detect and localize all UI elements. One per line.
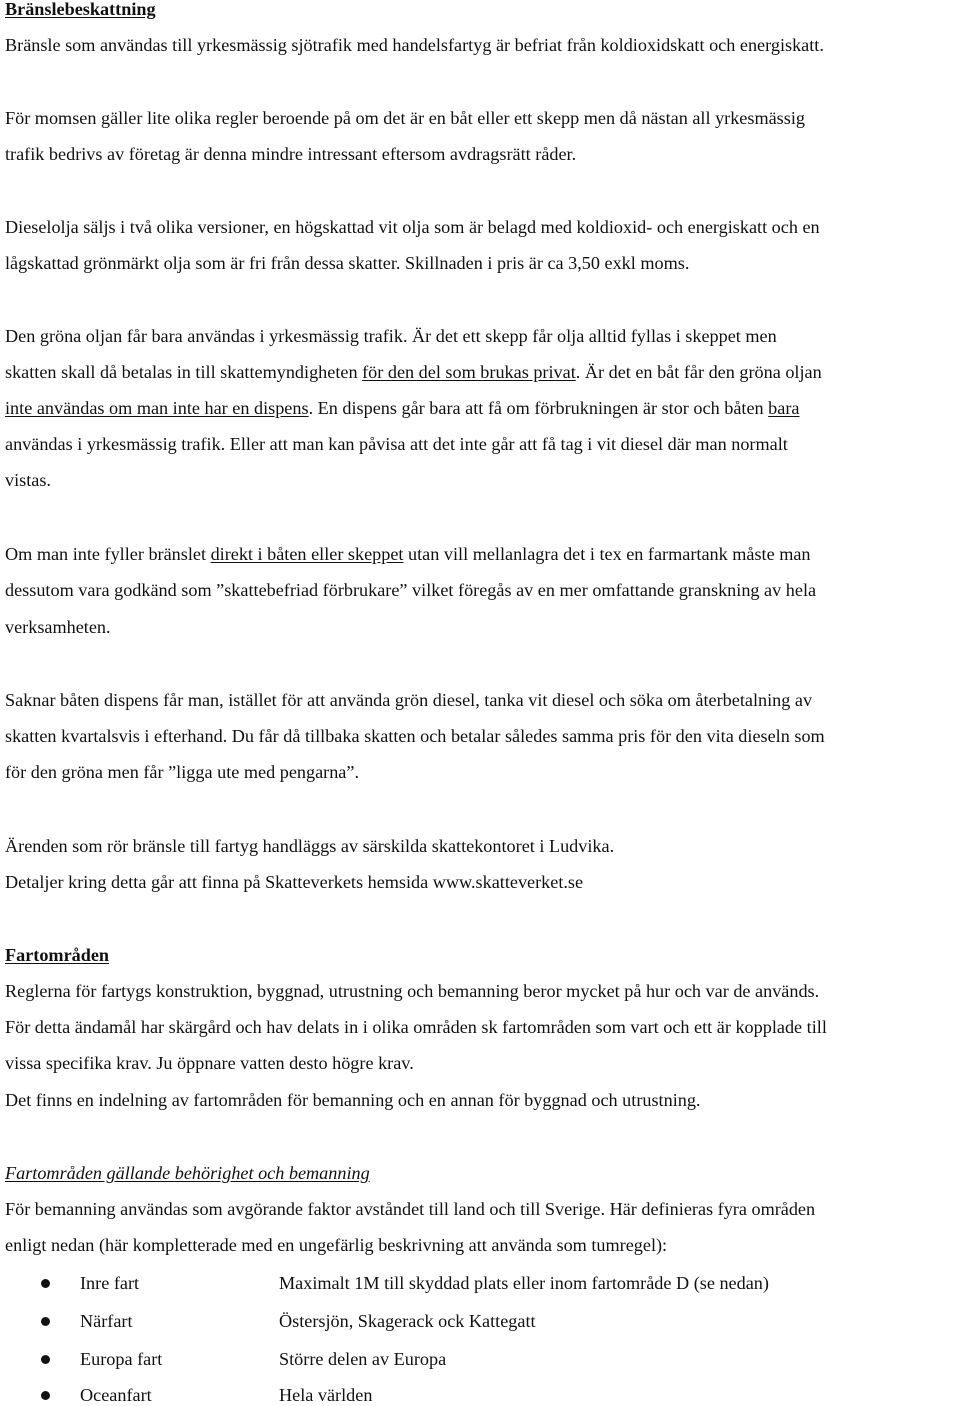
list-term: Närfart	[80, 1311, 133, 1331]
paragraph-line	[5, 543, 811, 565]
section-heading-branslebeskattning: Bränslebeskattning	[5, 0, 156, 19]
list-description: Större delen av Europa	[279, 1349, 447, 1369]
paragraph-line: lågskattad grönmärkt olja som är fri från dessa skatter. Skillnaden i pris är ca 3,50 exkl moms.	[5, 253, 690, 273]
list-term: Europa fart	[80, 1349, 163, 1369]
underlined-text: direkt i båten eller skeppet	[210, 544, 404, 564]
bullet-icon	[41, 1355, 50, 1364]
paragraph-line	[5, 361, 822, 383]
paragraph-line: användas i yrkesmässig trafik. Eller att man kan påvisa att det inte går att få tag i vit diesel där man normalt	[5, 434, 788, 454]
paragraph-line: verksamheten.	[5, 617, 111, 637]
paragraph-line: Ärenden som rör bränsle till fartyg handläggs av särskilda skattekontoret i Ludvika.	[5, 836, 615, 856]
paragraph-line: trafik bedrivs av företag är denna mindre intressant eftersom avdragsrätt råder.	[5, 144, 577, 164]
list-description: Hela världen	[279, 1385, 373, 1405]
bullet-icon	[41, 1317, 50, 1326]
paragraph-line: Detaljer kring detta går att finna på Skatteverkets hemsida www.skatteverket.se	[5, 872, 584, 892]
bullet-icon	[41, 1391, 50, 1400]
bullet-icon	[41, 1279, 50, 1288]
paragraph-line: vistas.	[5, 470, 51, 490]
paragraph-line: För detta ändamål har skärgård och hav delats in i olika områden sk fartområden som vart och ett är kopplade till	[5, 1017, 827, 1037]
underlined-text: inte användas om man inte har en dispens	[5, 398, 309, 418]
paragraph-line: Dieselolja säljs i två olika versioner, en högskattad vit olja som är belagd med koldioxid- och energiskatt och en	[5, 217, 820, 237]
subsection-heading: Fartområden gällande behörighet och bemanning	[5, 1163, 370, 1183]
paragraph-line: för den gröna men får ”ligga ute med pengarna”.	[5, 762, 359, 782]
paragraph-line: enligt nedan (här kompletterade med en ungefärlig beskrivning att använda som tumregel):	[5, 1235, 668, 1255]
paragraph-line: Reglerna för fartygs konstruktion, byggnad, utrustning och bemanning beror mycket på hur och var de används.	[5, 981, 820, 1001]
text-span: Om man inte fyller bränslet	[5, 544, 211, 564]
paragraph-line: Det finns en indelning av fartområden för bemanning och en annan för byggnad och utrustning.	[5, 1090, 701, 1110]
paragraph-line	[5, 397, 799, 419]
list-description: Östersjön, Skagerack ock Kattegatt	[279, 1311, 536, 1331]
paragraph-line: skatten kvartalsvis i efterhand. Du får då tillbaka skatten och betalar således samma pris för den vita dieseln som	[5, 726, 825, 746]
list-term: Inre fart	[80, 1273, 140, 1293]
paragraph-line: För momsen gäller lite olika regler beroende på om det är en båt eller ett skepp men då nästan all yrkesmässig	[5, 108, 805, 128]
paragraph-line: dessutom vara godkänd som ”skattebefriad förbrukare” vilket föregås av en mer omfattande granskning av hela	[5, 580, 817, 600]
paragraph-line: Bränsle som användas till yrkesmässig sjötrafik med handelsfartyg är befriat från koldioxidskatt och energiskatt.	[5, 35, 824, 55]
paragraph-line: Den gröna oljan får bara användas i yrkesmässig trafik. Är det ett skepp får olja alltid fyllas i skeppet men	[5, 326, 777, 346]
list-description: Maximalt 1M till skyddad plats eller inom fartområde D (se nedan)	[279, 1273, 769, 1293]
text-span: skatten skall då betalas in till skattemyndigheten	[5, 362, 363, 382]
paragraph-line: Saknar båten dispens får man, istället för att använda grön diesel, tanka vit diesel och söka om återbetalning av	[5, 690, 813, 710]
underlined-text: för den del som brukas privat	[362, 362, 576, 382]
list-term: Oceanfart	[80, 1385, 152, 1405]
paragraph-line: vissa specifika krav. Ju öppnare vatten desto högre krav.	[5, 1053, 414, 1073]
text-span: . Är det en båt får den gröna oljan	[575, 362, 822, 382]
text-span: utan vill mellanlagra det i tex en farmartank måste man	[403, 544, 811, 564]
underlined-text: bara	[768, 398, 800, 418]
paragraph-line: För bemanning användas som avgörande faktor avståndet till land och till Sverige. Här definieras fyra områden	[5, 1199, 816, 1219]
section-heading-fartomraden: Fartområden	[5, 945, 110, 965]
text-span: . En dispens går bara att få om förbrukningen är stor och båten	[308, 398, 769, 418]
